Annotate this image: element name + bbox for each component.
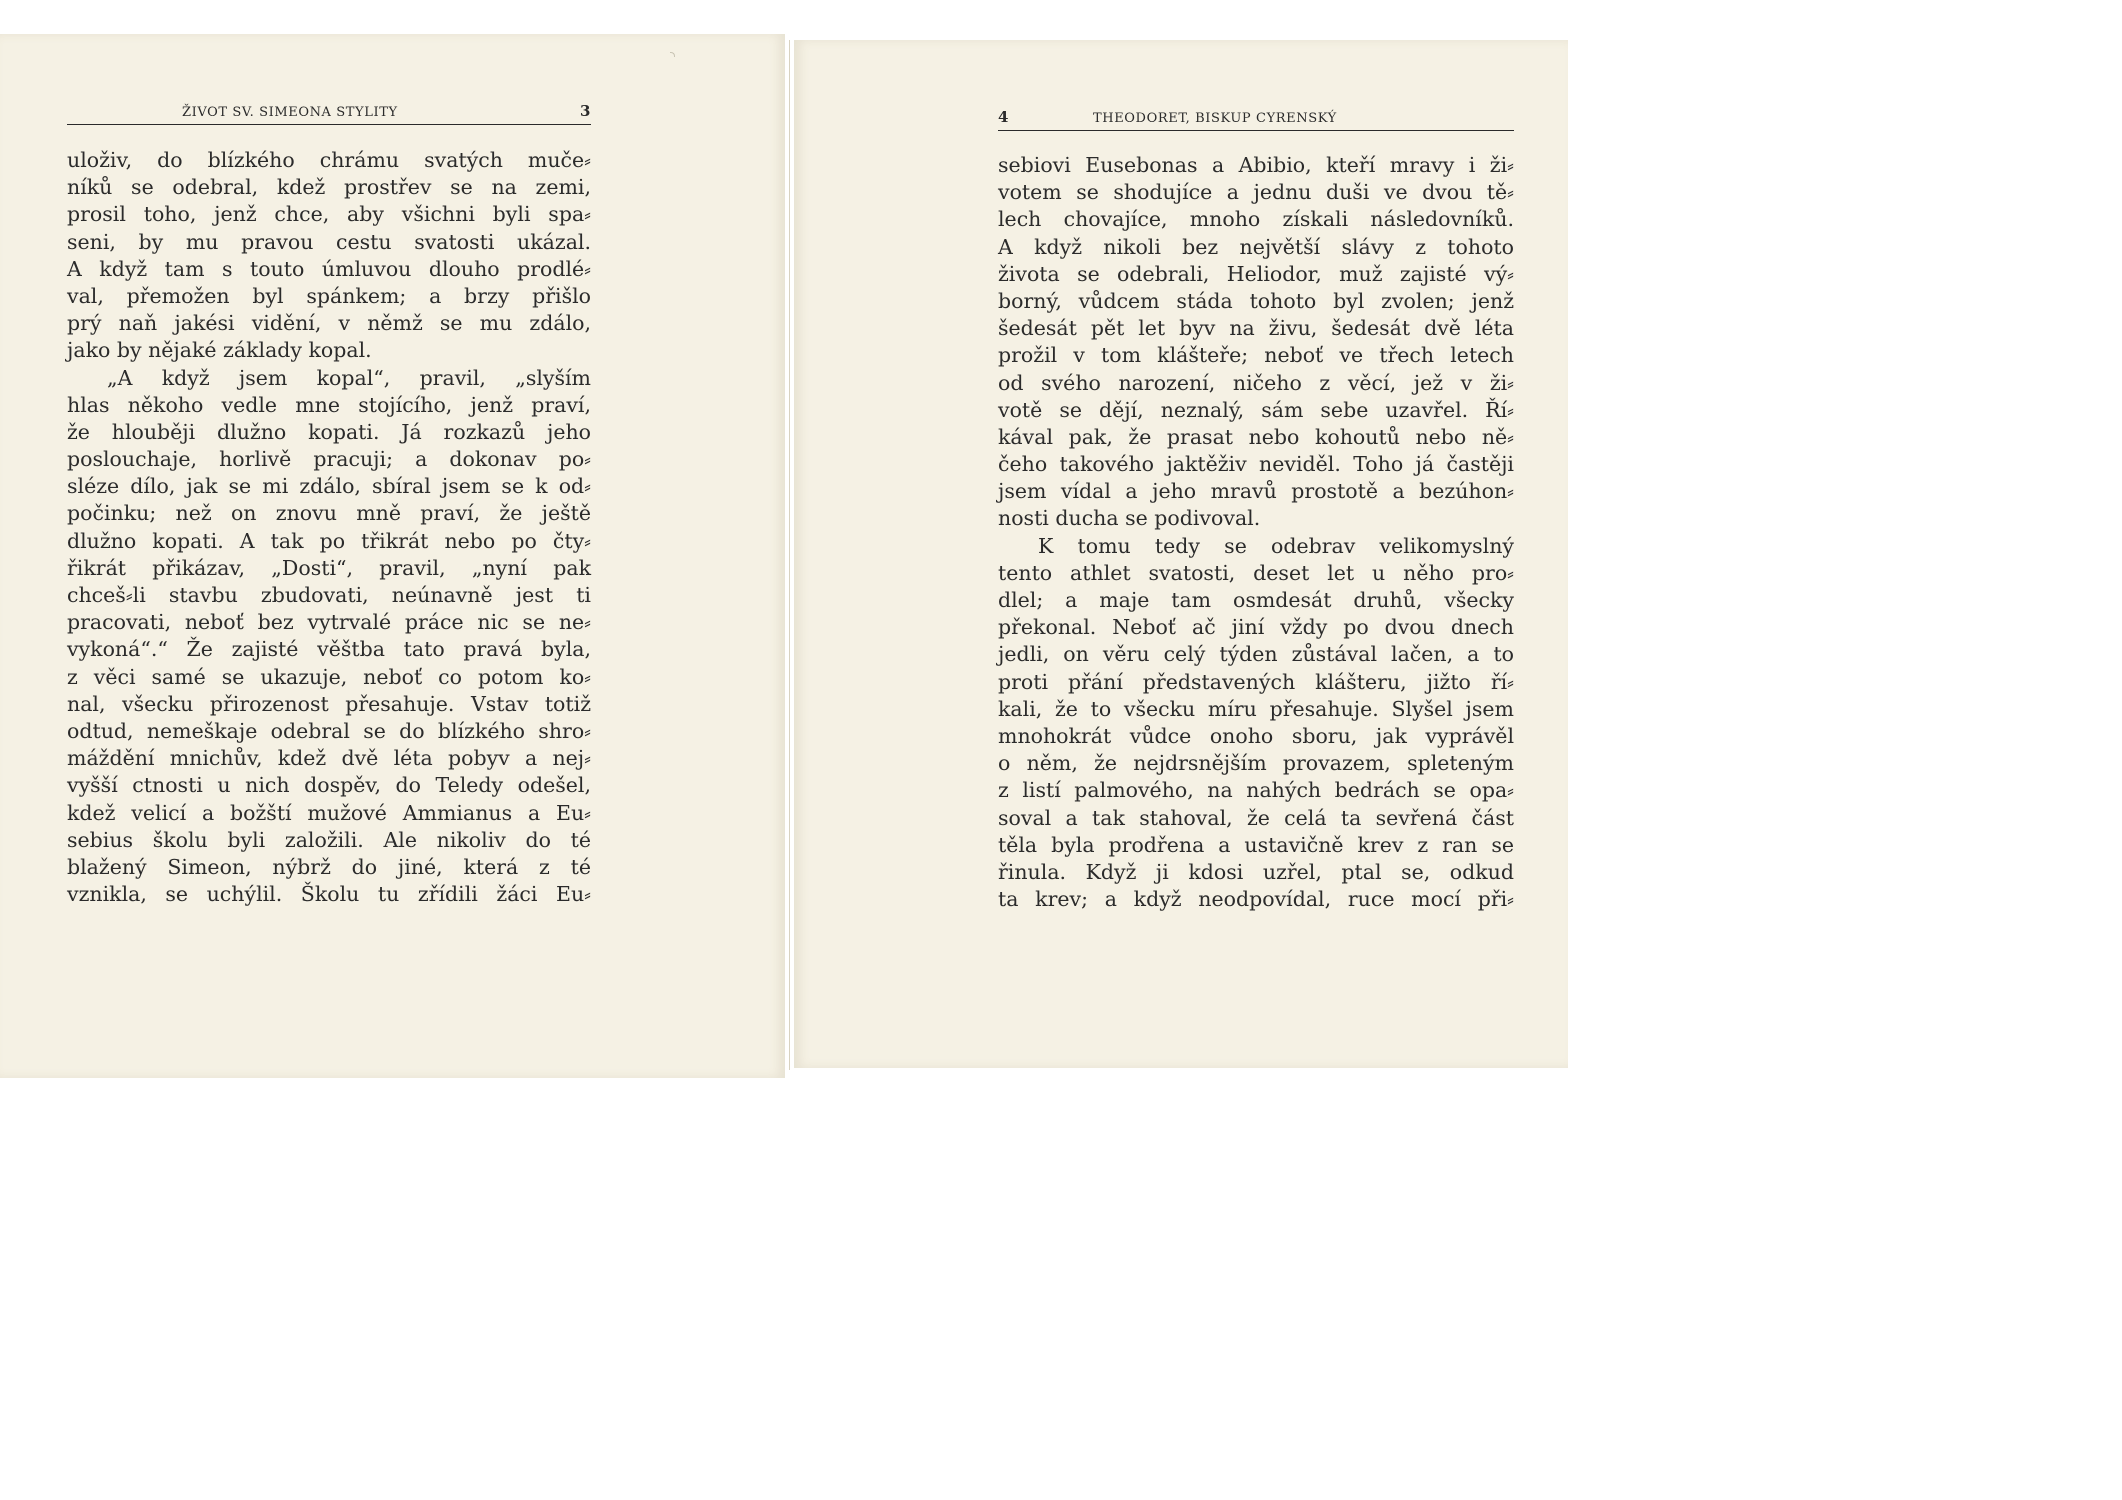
text-line: A když tam s touto úmluvou dlouho prodlé⸗ (67, 256, 591, 281)
text-line: uloživ, do blízkého chrámu svatých muče⸗ (67, 148, 591, 172)
text-line: prý naň jakési vidění, v němž se mu zdálo, (67, 311, 591, 336)
text-line: máždění mnichův, kdež dvě léta pobyv a nej⸗ (67, 746, 591, 771)
text-line: prožil v tom klášteře; neboť ve třech letech (998, 343, 1514, 368)
left-body-text (67, 147, 591, 908)
text-line: vyšší ctnosti u nich dospěv, do Teledy odešel, (67, 773, 591, 798)
text-line: těla byla prodřena a ustavičně krev z ran se (998, 832, 1514, 857)
text-line: z listí palmového, na nahých bedrách se opa⸗ (998, 778, 1514, 803)
text-line: blažený Simeon, nýbrž do jiné, která z té (67, 854, 591, 879)
text-line: votem se shodujíce a jednu duši ve dvou tě⸗ (998, 180, 1514, 205)
left-page (0, 34, 785, 1078)
text-line: jako by nějaké základy kopal. (67, 338, 372, 363)
text-line: K tomu tedy se odebrav velikomyslný (1038, 533, 1514, 558)
text-line: nal, všecku přirozenost přesahuje. Vstav totiž (67, 691, 591, 716)
left-running-head-title: ŽIVOT SV. SIMEONA STYLITY (182, 105, 398, 120)
text-line: kali, že to všecku míru přesahuje. Slyšel jsem (998, 696, 1514, 721)
text-line: čeho takového jaktěživ neviděl. Toho já častěji (998, 452, 1514, 477)
gutter-divider (789, 40, 790, 1070)
text-line: pracovati, neboť bez vytrvalé práce nic se ne⸗ (67, 610, 591, 635)
text-line: vznikla, se uchýlil. Školu tu zřídili žáci Eu⸗ (67, 882, 591, 907)
text-line: lech chovajíce, mnoho získali následovníků. (998, 207, 1514, 232)
text-line: vykoná“.“ Že zajisté věštba tato pravá byla, (67, 637, 591, 662)
text-line: mnohokrát vůdce onoho sboru, jak vyprávěl (998, 723, 1514, 748)
text-line: nosti ducha se podivoval. (998, 506, 1261, 531)
text-line: překonal. Neboť ač jiní vždy po dvou dnech (998, 615, 1514, 640)
text-line: chceš⸗li stavbu zbudovati, neúnavně jest ti (67, 583, 591, 607)
text-line: votě se dějí, neznalý, sám sebe uzavřel. Ří⸗ (998, 397, 1514, 422)
text-line: jedli, on věru celý týden zůstával lačen, a to (998, 642, 1514, 667)
left-page-number: 3 (579, 102, 591, 120)
text-line: kával pak, že prasat nebo kohoutů nebo ně⸗ (998, 424, 1514, 449)
text-line: o něm, že nejdrsnějším provazem, spleteným (998, 751, 1514, 776)
text-line: ta krev; a když neodpovídal, ruce mocí při⸗ (998, 887, 1514, 912)
text-line: že hlouběji dlužno kopati. Já rozkazů jeho (67, 419, 591, 444)
right-running-head (998, 108, 1514, 131)
text-line: dlel; a maje tam osmdesát druhů, všecky (998, 588, 1514, 612)
scan-mark (670, 52, 675, 57)
left-running-head (67, 102, 591, 125)
text-line: z věci samé se ukazuje, neboť co potom ko⸗ (67, 664, 591, 689)
text-line: proti přání představených klášteru, jižto ří⸗ (998, 669, 1514, 694)
text-line: hlas někoho vedle mne stojícího, jenž praví, (67, 392, 591, 417)
right-running-head-title: THEODORET, BISKUP CYRENSKÝ (1093, 111, 1337, 126)
text-line: seni, by mu pravou cestu svatosti ukázal. (67, 229, 591, 254)
text-line: tento athlet svatosti, deset let u něho pro⸗ (998, 560, 1514, 585)
text-line: života se odebrali, Heliodor, muž zajisté vý⸗ (998, 261, 1514, 286)
text-line: „A když jsem kopal“, pravil, „slyším (107, 365, 591, 390)
text-line: borný, vůdcem stáda tohoto byl zvolen; jenž (998, 288, 1514, 313)
text-line: níků se odebral, kdež prostřev se na zemi, (67, 175, 591, 200)
text-line: řikrát přikázav, „Dosti“, pravil, „nyní pak (67, 555, 591, 580)
text-line: sebius školu byli založili. Ale nikoliv do té (67, 827, 591, 852)
text-line: sléze dílo, jak se mi zdálo, sbíral jsem se k od⸗ (67, 474, 591, 499)
text-line: poslouchaje, horlivě pracuji; a dokonav po⸗ (67, 447, 591, 472)
text-line: od svého narození, ničeho z věcí, jež v ži⸗ (998, 370, 1514, 395)
text-line: prosil toho, jenž chce, aby všichni byli spa⸗ (67, 202, 591, 227)
text-line: soval a tak stahoval, že celá ta sevřená část (998, 805, 1514, 830)
text-line: řinula. Když ji kdosi uzřel, ptal se, odkud (998, 859, 1514, 884)
text-line: A když nikoli bez největší slávy z tohoto (998, 234, 1514, 259)
text-line: jsem vídal a jeho mravů prostotě a bezúhon⸗ (998, 479, 1514, 504)
right-page-number: 4 (998, 108, 1010, 126)
right-page (794, 40, 1568, 1068)
text-line: odtud, nemeškaje odebral se do blízkého shro⸗ (67, 718, 591, 743)
text-line: sebiovi Eusebonas a Abibio, kteří mravy i ži⸗ (998, 153, 1514, 177)
text-line: val, přemožen byl spánkem; a brzy přišlo (67, 283, 591, 308)
text-line: počinku; než on znovu mně praví, že ještě (67, 501, 591, 526)
right-body-text (998, 152, 1514, 913)
text-line: dlužno kopati. A tak po třikrát nebo po čty⸗ (67, 528, 591, 553)
text-line: kdež velicí a božští mužové Ammianus a Eu⸗ (67, 800, 591, 825)
text-line: šedesát pět let byv na živu, šedesát dvě léta (998, 316, 1514, 341)
